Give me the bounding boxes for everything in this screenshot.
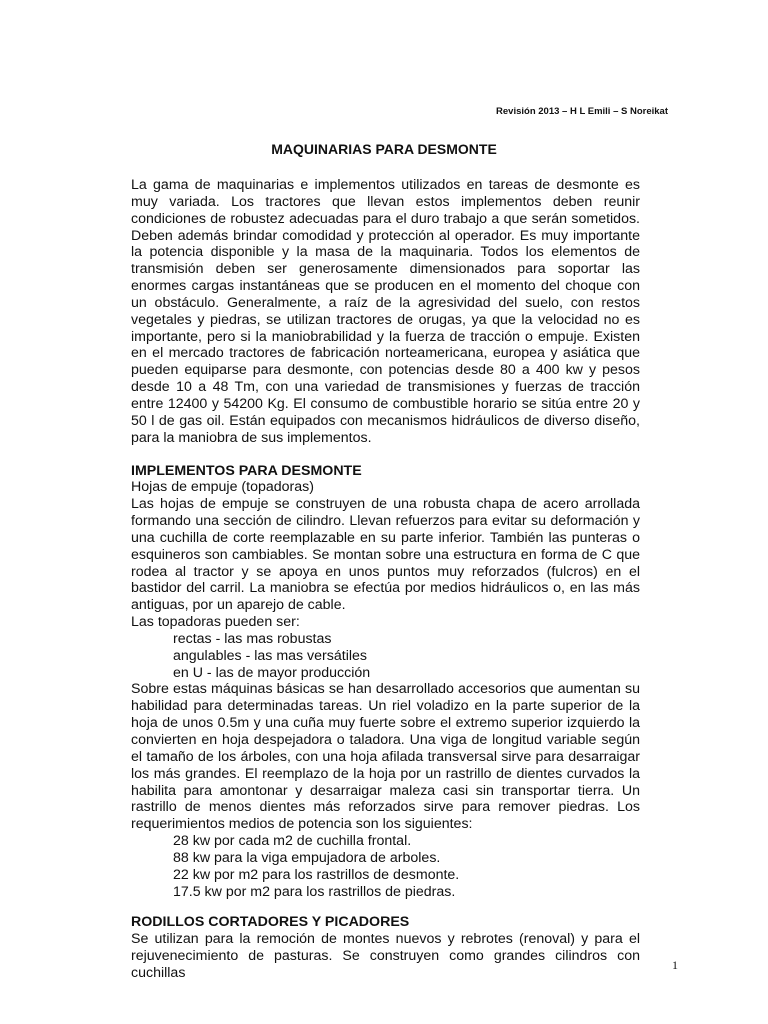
paragraph-accesorios: Sobre estas máquinas básicas se han desarrollado accesorios que aumentan su habilidad para determinadas tareas. Un riel voladizo en la parte superior de la hoja de unos 0.5m y una cuña muy fuerte sobre el extremo superior izquierdo la convierten en hoja despejadora o taladora. Una viga de longitud variable según el tamaño de los árboles, con una hoja afilada transversal sirve para desarraigar los más grandes. El reemplazo de la hoja por un rastrillo de dientes curvados la habilita para amontonar y desarraigar maleza casi sin transportar tierra. Un rastrillo de menos dientes más reforzados sirve para remover piedras. Los requerimientos medios de potencia son los siguientes: <box>131 681 640 833</box>
intro-paragraph: La gama de maquinarias e implementos utilizados en tareas de desmonte es muy variada. Los tractores que llevan estos implementos deben reunir condiciones de robustez adecuadas para el duro trabajo a que serán sometidos. Deben además brindar comodidad y protección al operador. Es muy importante la potencia disponible y la masa de la maquinaria. Todos los elementos de transmisión deben ser generosamente dimensionados para soportar las enormes cargas instantáneas que se producen en el momento del choque con un obstáculo. Generalmente, a raíz de la agresividad del suelo, con restos vegetales y piedras, se utilizan tractores de orugas, ya que la velocidad no es importante, pero si la maniobrabilidad y la fuerza de tracción o empuje. Existen en el mercado tractores de fabricación norteamericana, europea y asiática que pueden equiparse para desmonte, con potencias desde 80 a 400 kw y pesos desde 10 a 48 Tm, con una variedad de transmisiones y fuerzas de tracción entre 12400 y 54200 Kg. El consumo de combustible horario se sitúa entre 20 y 50 l de gas oil. Están equipados con mecanismos hidráulicos de diverso diseño, para la maniobra de sus implementos. <box>131 177 640 446</box>
spacer <box>131 900 640 914</box>
paragraph-hojas: Las hojas de empuje se construyen de una robusta chapa de acero arrollada formando una sección de cilindro. Llevan refuerzos para evitar su deformación y una cuchilla de corte reemplazable en su parte inferior. También las punteras o esquineros son cambiables. Se montan sobre una estructura en forma de C que rodea al tractor y se apoya en unos puntos muy reforzados (fulcros) en el bastidor del carril. La maniobra se efectúa por medios hidráulicos o, en las más antiguas, por un aparejo de cable. <box>131 496 640 614</box>
page-number: 1 <box>672 958 678 972</box>
list-item-power: 88 kw para la viga empujadora de arboles. <box>173 849 441 866</box>
list-item-power: 22 kw por m2 para los rastrillos de desmonte. <box>173 866 460 883</box>
document-body <box>131 177 640 982</box>
subheading-hojas: Hojas de empuje (topadoras) <box>131 479 314 496</box>
section-heading-rodillos: RODILLOS CORTADORES Y PICADORES <box>131 914 410 931</box>
list-item-power: 17.5 kw por m2 para los rastrillos de piedras. <box>173 883 456 900</box>
paragraph-rodillos: Se utilizan para la remoción de montes nuevos y rebrotes (renoval) y para el rejuvenecimiento de pasturas. Se construyen como grandes cilindros con cuchillas <box>131 931 640 981</box>
section-heading-implementos: IMPLEMENTOS PARA DESMONTE <box>131 462 362 479</box>
list-item-power: 28 kw por cada m2 de cuchilla frontal. <box>173 833 412 850</box>
list-item-type: rectas - las mas robustas <box>173 630 332 647</box>
list-item-type: en U - las de mayor producción <box>173 664 371 681</box>
page-title: MAQUINARIAS PARA DESMONTE <box>271 141 497 157</box>
spacer <box>131 447 640 463</box>
revision-note: Revisión 2013 – H L Emili – S Noreikat <box>496 106 668 117</box>
list-item-type: angulables - las mas versátiles <box>173 647 367 664</box>
types-intro: Las topadoras pueden ser: <box>131 614 300 631</box>
